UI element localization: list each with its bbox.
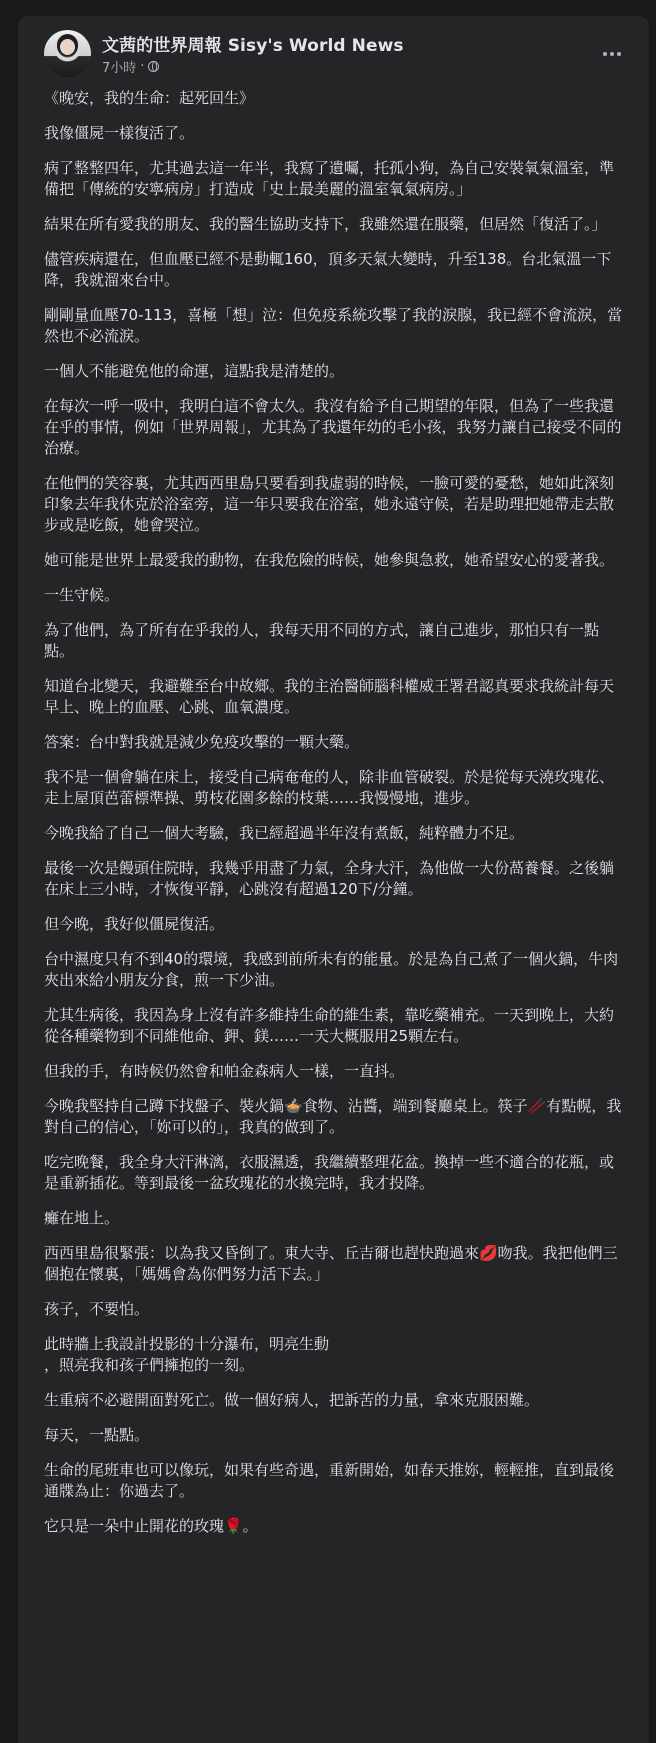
post-paragraph: 尤其生病後，我因為身上沒有許多維持生命的維生素，靠吃藥補充。一天到晚上，大約從各種藥物到不同維他命、鉀、鎂……一天大概服用25顆左右。 [44, 1006, 615, 1045]
post-header [44, 30, 634, 78]
post-paragraph: 今晚我給了自己一個大考驗，我已經超過半年沒有煮飯，純粹體力不足。 [44, 824, 525, 842]
meta-separator: · [140, 59, 145, 74]
page-name-link[interactable]: 文茜的世界周報 Sisy's World News [102, 36, 404, 56]
post-paragraph: 答案：台中對我就是減少免疫攻擊的一顆大藥。 [44, 733, 360, 751]
post-paragraph: 它只是一朵中止開花的玫瑰🌹。 [44, 1517, 258, 1535]
more-options-button[interactable] [594, 36, 630, 72]
post-paragraph: 她可能是世界上最愛我的動物，在我危險的時候，她參與急救，她希望安心的愛著我。 [44, 551, 615, 569]
more-dot [603, 52, 607, 56]
globe-icon[interactable] [148, 61, 159, 72]
post-paragraph: 孩子，不要怕。 [44, 1300, 150, 1318]
post-paragraph: 台中濕度只有不到40的環境，我感到前所未有的能量。於是為自己煮了一個火鍋，牛肉夾出來給小朋友分食，煎一下少油。 [44, 950, 619, 989]
post-paragraph: 剛剛量血壓70-113，喜極「想」泣：但免疫系統攻擊了我的淚腺，我已經不會流淚，當然也不必流淚。 [44, 306, 623, 345]
post-paragraph: 知道台北變天，我避難至台中故鄉。我的主治醫師腦科權威王署君認真要求我統計每天早上、晚上的血壓、心跳、血氧濃度。 [44, 677, 615, 716]
post-timestamp[interactable]: 7小時 [102, 61, 137, 76]
post-paragraph: 每天，一點點。 [44, 1426, 150, 1444]
post-body [44, 88, 624, 1551]
post-paragraph: 今晚我堅持自己蹲下找盤子、裝火鍋🍲食物、沾醬，端到餐廳桌上。筷子🥢有點幌，我對自己的信心，「妳可以的」，我真的做到了。 [44, 1097, 622, 1136]
post-paragraph: 為了他們，為了所有在乎我的人，我每天用不同的方式，讓自己進步，那怕只有一點點。 [44, 621, 600, 660]
post-paragraph: 但今晚，我好似僵屍復活。 [44, 915, 225, 933]
post-paragraph: 《晚安，我的生命：起死回生》 [44, 89, 255, 107]
more-dot [617, 52, 621, 56]
post-paragraph: 在他們的笑容裏，尤其西西里島只要看到我虛弱的時候，一臉可愛的憂愁，她如此深刻印象去年我休克於浴室旁，這一年只要我在浴室，她永遠守候，若是助理把她帶走去散步或是吃飯，她會哭泣。 [44, 474, 615, 534]
post-paragraph: 最後一次是饅頭住院時，我幾乎用盡了力氣，全身大汗，為他做一大份萵養餐。之後躺在床上三小時，才恢復平靜，心跳沒有超過120下/分鐘。 [44, 859, 615, 898]
post-paragraph: 結果在所有愛我的朋友、我的醫生協助支持下，我雖然還在服藥，但居然「復活了。」 [44, 215, 607, 233]
post-paragraph: 在每次一呼一吸中，我明白這不會太久。我沒有給予自己期望的年限，但為了一些我還在乎的事情，例如「世界周報」，尤其為了我還年幼的毛小孩，我努力讓自己接受不同的治療。 [44, 397, 622, 457]
post-paragraph: 一個人不能避免他的命運，這點我是清楚的。 [44, 362, 345, 380]
post-paragraph: 西西里島很緊張：以為我又昏倒了。東大寺、丘吉爾也趕快跑過來💋吻我。我把他們三個抱在懷裏，「媽媽會為你們努力活下去。」 [44, 1244, 618, 1283]
post-meta [102, 57, 159, 76]
post-card [18, 16, 649, 1743]
post-paragraph: 癱在地上。 [44, 1209, 120, 1227]
post-paragraph: 吃完晚餐，我全身大汗淋漓，衣服濕透，我繼續整理花盆。換掉一些不適合的花瓶，或是重新插花。等到最後一盆玫瑰花的水換完時，我才投降。 [44, 1153, 615, 1192]
post-paragraph: 生命的尾班車也可以像玩，如果有些奇遇，重新開始，如春天推妳，輕輕推，直到最後通牒為止：你過去了。 [44, 1461, 615, 1500]
post-paragraph: 病了整整四年，尤其過去這一年半，我寫了遺囑，托孤小狗，為自己安裝氧氣溫室，準備把「傳統的安寧病房」打造成「史上最美麗的溫室氧氣病房。」 [44, 159, 615, 198]
post-paragraph: 我像僵屍一樣復活了。 [44, 124, 195, 142]
post-paragraph: 此時牆上我設計投影的十分瀑布，明亮生動 ，照亮我和孩子們擁抱的一刻。 [44, 1335, 330, 1374]
avatar[interactable] [44, 30, 91, 77]
more-dot [610, 52, 614, 56]
post-paragraph: 但我的手，有時候仍然會和帕金森病人一樣，一直抖。 [44, 1062, 405, 1080]
post-paragraph: 一生守候。 [44, 586, 120, 604]
post-paragraph: 儘管疾病還在，但血壓已經不是動輒160，頂多天氣大變時，升至138。台北氣溫一下降，我就溜來台中。 [44, 250, 612, 289]
post-paragraph: 生重病不必避開面對死亡。做一個好病人，把訴苦的力量，拿來克服困難。 [44, 1391, 540, 1409]
post-paragraph: 我不是一個會躺在床上，接受自己病奄奄的人，除非血管破裂。於是從每天澆玫瑰花、走上屋頂芭蕾標準操、剪枝花園多餘的枝葉……我慢慢地，進步。 [44, 768, 615, 807]
